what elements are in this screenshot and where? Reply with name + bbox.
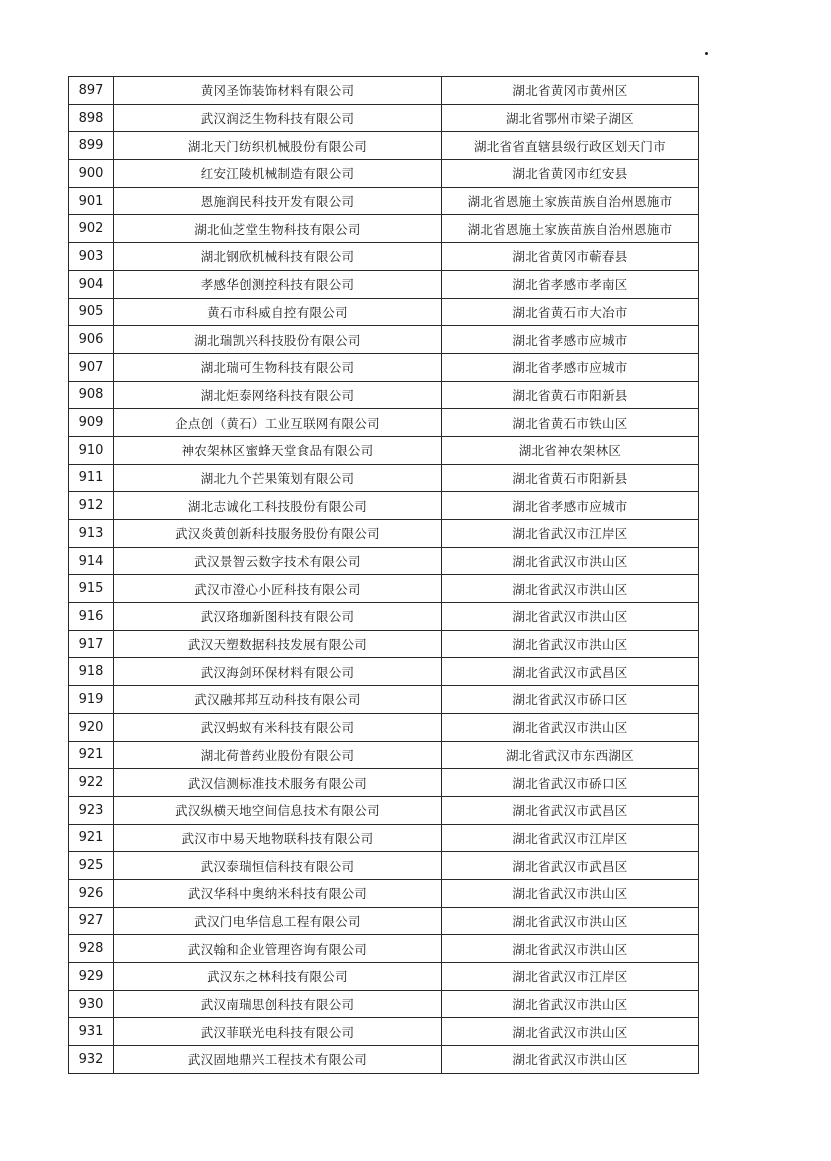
company-name: 湖北仙芝堂生物科技有限公司 xyxy=(114,215,442,243)
company-region: 湖北省省直辖县级行政区划天门市 xyxy=(442,132,699,160)
company-name: 武汉天塑数据科技发展有限公司 xyxy=(114,630,442,658)
company-region: 湖北省武汉市硚口区 xyxy=(442,769,699,797)
company-name: 孝感华创测控科技有限公司 xyxy=(114,270,442,298)
row-number: 898 xyxy=(69,104,114,132)
table-row xyxy=(69,824,699,852)
company-name: 恩施润民科技开发有限公司 xyxy=(114,187,442,215)
company-region: 湖北省武汉市洪山区 xyxy=(442,907,699,935)
company-name: 武汉门电华信息工程有限公司 xyxy=(114,907,442,935)
company-region: 湖北省神农架林区 xyxy=(442,436,699,464)
row-number: 931 xyxy=(69,1018,114,1046)
row-number: 900 xyxy=(69,160,114,188)
company-name: 武汉南瑞思创科技有限公司 xyxy=(114,990,442,1018)
scan-speck xyxy=(705,52,708,55)
row-number: 905 xyxy=(69,298,114,326)
table-row xyxy=(69,769,699,797)
company-region: 湖北省武汉市江岸区 xyxy=(442,963,699,991)
row-number: 917 xyxy=(69,630,114,658)
company-region: 湖北省武汉市武昌区 xyxy=(442,658,699,686)
company-region: 湖北省武汉市洪山区 xyxy=(442,575,699,603)
row-number: 920 xyxy=(69,713,114,741)
row-number: 904 xyxy=(69,270,114,298)
table-row xyxy=(69,935,699,963)
company-name: 黄石市科威自控有限公司 xyxy=(114,298,442,326)
table-row xyxy=(69,353,699,381)
table-row xyxy=(69,603,699,631)
company-region: 湖北省黄石市阳新县 xyxy=(442,381,699,409)
company-region: 湖北省黄冈市蕲春县 xyxy=(442,243,699,271)
table-row xyxy=(69,492,699,520)
row-number: 921 xyxy=(69,824,114,852)
company-name: 武汉海剑环保材料有限公司 xyxy=(114,658,442,686)
table-row xyxy=(69,796,699,824)
company-region: 湖北省黄石市大冶市 xyxy=(442,298,699,326)
company-region: 湖北省武汉市洪山区 xyxy=(442,713,699,741)
company-name: 湖北志诚化工科技股份有限公司 xyxy=(114,492,442,520)
row-number: 921 xyxy=(69,741,114,769)
table-row xyxy=(69,879,699,907)
row-number: 902 xyxy=(69,215,114,243)
row-number: 919 xyxy=(69,686,114,714)
row-number: 908 xyxy=(69,381,114,409)
company-region: 湖北省鄂州市梁子湖区 xyxy=(442,104,699,132)
table-row xyxy=(69,741,699,769)
table-row xyxy=(69,686,699,714)
company-region: 湖北省武汉市武昌区 xyxy=(442,852,699,880)
company-name: 武汉信测标准技术服务有限公司 xyxy=(114,769,442,797)
table-row xyxy=(69,963,699,991)
company-region: 湖北省武汉市江岸区 xyxy=(442,824,699,852)
company-region: 湖北省武汉市洪山区 xyxy=(442,630,699,658)
company-region: 湖北省武汉市硚口区 xyxy=(442,686,699,714)
company-region: 湖北省武汉市洪山区 xyxy=(442,990,699,1018)
company-name: 武汉菲联光电科技有限公司 xyxy=(114,1018,442,1046)
company-name: 湖北天门纺织机械股份有限公司 xyxy=(114,132,442,160)
company-name: 神农架林区蜜蜂天堂食品有限公司 xyxy=(114,436,442,464)
row-number: 910 xyxy=(69,436,114,464)
row-number: 932 xyxy=(69,1046,114,1074)
table-row xyxy=(69,436,699,464)
row-number: 903 xyxy=(69,243,114,271)
company-name: 湖北荷普药业股份有限公司 xyxy=(114,741,442,769)
company-name: 黄冈圣饰装饰材料有限公司 xyxy=(114,77,442,105)
row-number: 899 xyxy=(69,132,114,160)
table-row xyxy=(69,575,699,603)
row-number: 897 xyxy=(69,77,114,105)
company-name: 企点创（黄石）工业互联网有限公司 xyxy=(114,409,442,437)
table-row xyxy=(69,907,699,935)
company-region: 湖北省武汉市洪山区 xyxy=(442,1018,699,1046)
table-row xyxy=(69,1018,699,1046)
company-name: 武汉市澄心小匠科技有限公司 xyxy=(114,575,442,603)
row-number: 929 xyxy=(69,963,114,991)
table-row xyxy=(69,160,699,188)
company-region: 湖北省武汉市洪山区 xyxy=(442,935,699,963)
row-number: 918 xyxy=(69,658,114,686)
company-region: 湖北省恩施土家族苗族自治州恩施市 xyxy=(442,187,699,215)
table-row xyxy=(69,658,699,686)
row-number: 915 xyxy=(69,575,114,603)
company-region: 湖北省武汉市武昌区 xyxy=(442,796,699,824)
table-row xyxy=(69,409,699,437)
row-number: 926 xyxy=(69,879,114,907)
company-name: 武汉景智云数字技术有限公司 xyxy=(114,547,442,575)
table-row xyxy=(69,990,699,1018)
company-name: 武汉东之林科技有限公司 xyxy=(114,963,442,991)
company-name: 湖北瑞可生物科技有限公司 xyxy=(114,353,442,381)
company-name: 武汉翰和企业管理咨询有限公司 xyxy=(114,935,442,963)
company-name: 武汉市中易天地物联科技有限公司 xyxy=(114,824,442,852)
row-number: 912 xyxy=(69,492,114,520)
company-region: 湖北省黄石市阳新县 xyxy=(442,464,699,492)
company-name: 湖北钢欣机械科技有限公司 xyxy=(114,243,442,271)
table-row xyxy=(69,326,699,354)
company-name: 武汉珞珈新图科技有限公司 xyxy=(114,603,442,631)
row-number: 913 xyxy=(69,520,114,548)
company-region: 湖北省武汉市东西湖区 xyxy=(442,741,699,769)
company-name: 武汉泰瑞恒信科技有限公司 xyxy=(114,852,442,880)
table-row xyxy=(69,852,699,880)
row-number: 916 xyxy=(69,603,114,631)
company-region: 湖北省黄冈市黄州区 xyxy=(442,77,699,105)
company-name: 红安江陵机械制造有限公司 xyxy=(114,160,442,188)
company-region: 湖北省武汉市洪山区 xyxy=(442,879,699,907)
table-row xyxy=(69,243,699,271)
table-row xyxy=(69,298,699,326)
row-number: 925 xyxy=(69,852,114,880)
row-number: 911 xyxy=(69,464,114,492)
company-name: 湖北炬泰网络科技有限公司 xyxy=(114,381,442,409)
row-number: 923 xyxy=(69,796,114,824)
company-region: 湖北省孝感市应城市 xyxy=(442,492,699,520)
company-name: 武汉纵横天地空间信息技术有限公司 xyxy=(114,796,442,824)
table-row xyxy=(69,132,699,160)
company-region: 湖北省黄石市铁山区 xyxy=(442,409,699,437)
company-region: 湖北省武汉市洪山区 xyxy=(442,1046,699,1074)
table-row xyxy=(69,104,699,132)
company-region: 湖北省恩施土家族苗族自治州恩施市 xyxy=(442,215,699,243)
row-number: 928 xyxy=(69,935,114,963)
company-name: 湖北九个芒果策划有限公司 xyxy=(114,464,442,492)
row-number: 927 xyxy=(69,907,114,935)
company-region: 湖北省武汉市洪山区 xyxy=(442,547,699,575)
company-region: 湖北省武汉市江岸区 xyxy=(442,520,699,548)
row-number: 901 xyxy=(69,187,114,215)
table-row xyxy=(69,464,699,492)
company-table xyxy=(68,76,699,1074)
row-number: 909 xyxy=(69,409,114,437)
company-name: 武汉炎黄创新科技服务股份有限公司 xyxy=(114,520,442,548)
table-row xyxy=(69,270,699,298)
company-name: 武汉蚂蚁有米科技有限公司 xyxy=(114,713,442,741)
table-row xyxy=(69,215,699,243)
row-number: 930 xyxy=(69,990,114,1018)
table-row xyxy=(69,520,699,548)
table-row xyxy=(69,630,699,658)
row-number: 922 xyxy=(69,769,114,797)
table-row xyxy=(69,77,699,105)
company-region: 湖北省武汉市洪山区 xyxy=(442,603,699,631)
table-row xyxy=(69,381,699,409)
company-region: 湖北省孝感市孝南区 xyxy=(442,270,699,298)
table-row xyxy=(69,187,699,215)
company-name: 武汉润泛生物科技有限公司 xyxy=(114,104,442,132)
table-row xyxy=(69,547,699,575)
row-number: 906 xyxy=(69,326,114,354)
company-name: 武汉华科中奥纳米科技有限公司 xyxy=(114,879,442,907)
row-number: 907 xyxy=(69,353,114,381)
company-table-body xyxy=(69,77,699,1074)
company-region: 湖北省黄冈市红安县 xyxy=(442,160,699,188)
table-row xyxy=(69,713,699,741)
company-name: 武汉融邦邦互动科技有限公司 xyxy=(114,686,442,714)
company-region: 湖北省孝感市应城市 xyxy=(442,326,699,354)
company-name: 武汉固地鼎兴工程技术有限公司 xyxy=(114,1046,442,1074)
company-name: 湖北瑞凯兴科技股份有限公司 xyxy=(114,326,442,354)
table-row xyxy=(69,1046,699,1074)
company-region: 湖北省孝感市应城市 xyxy=(442,353,699,381)
row-number: 914 xyxy=(69,547,114,575)
